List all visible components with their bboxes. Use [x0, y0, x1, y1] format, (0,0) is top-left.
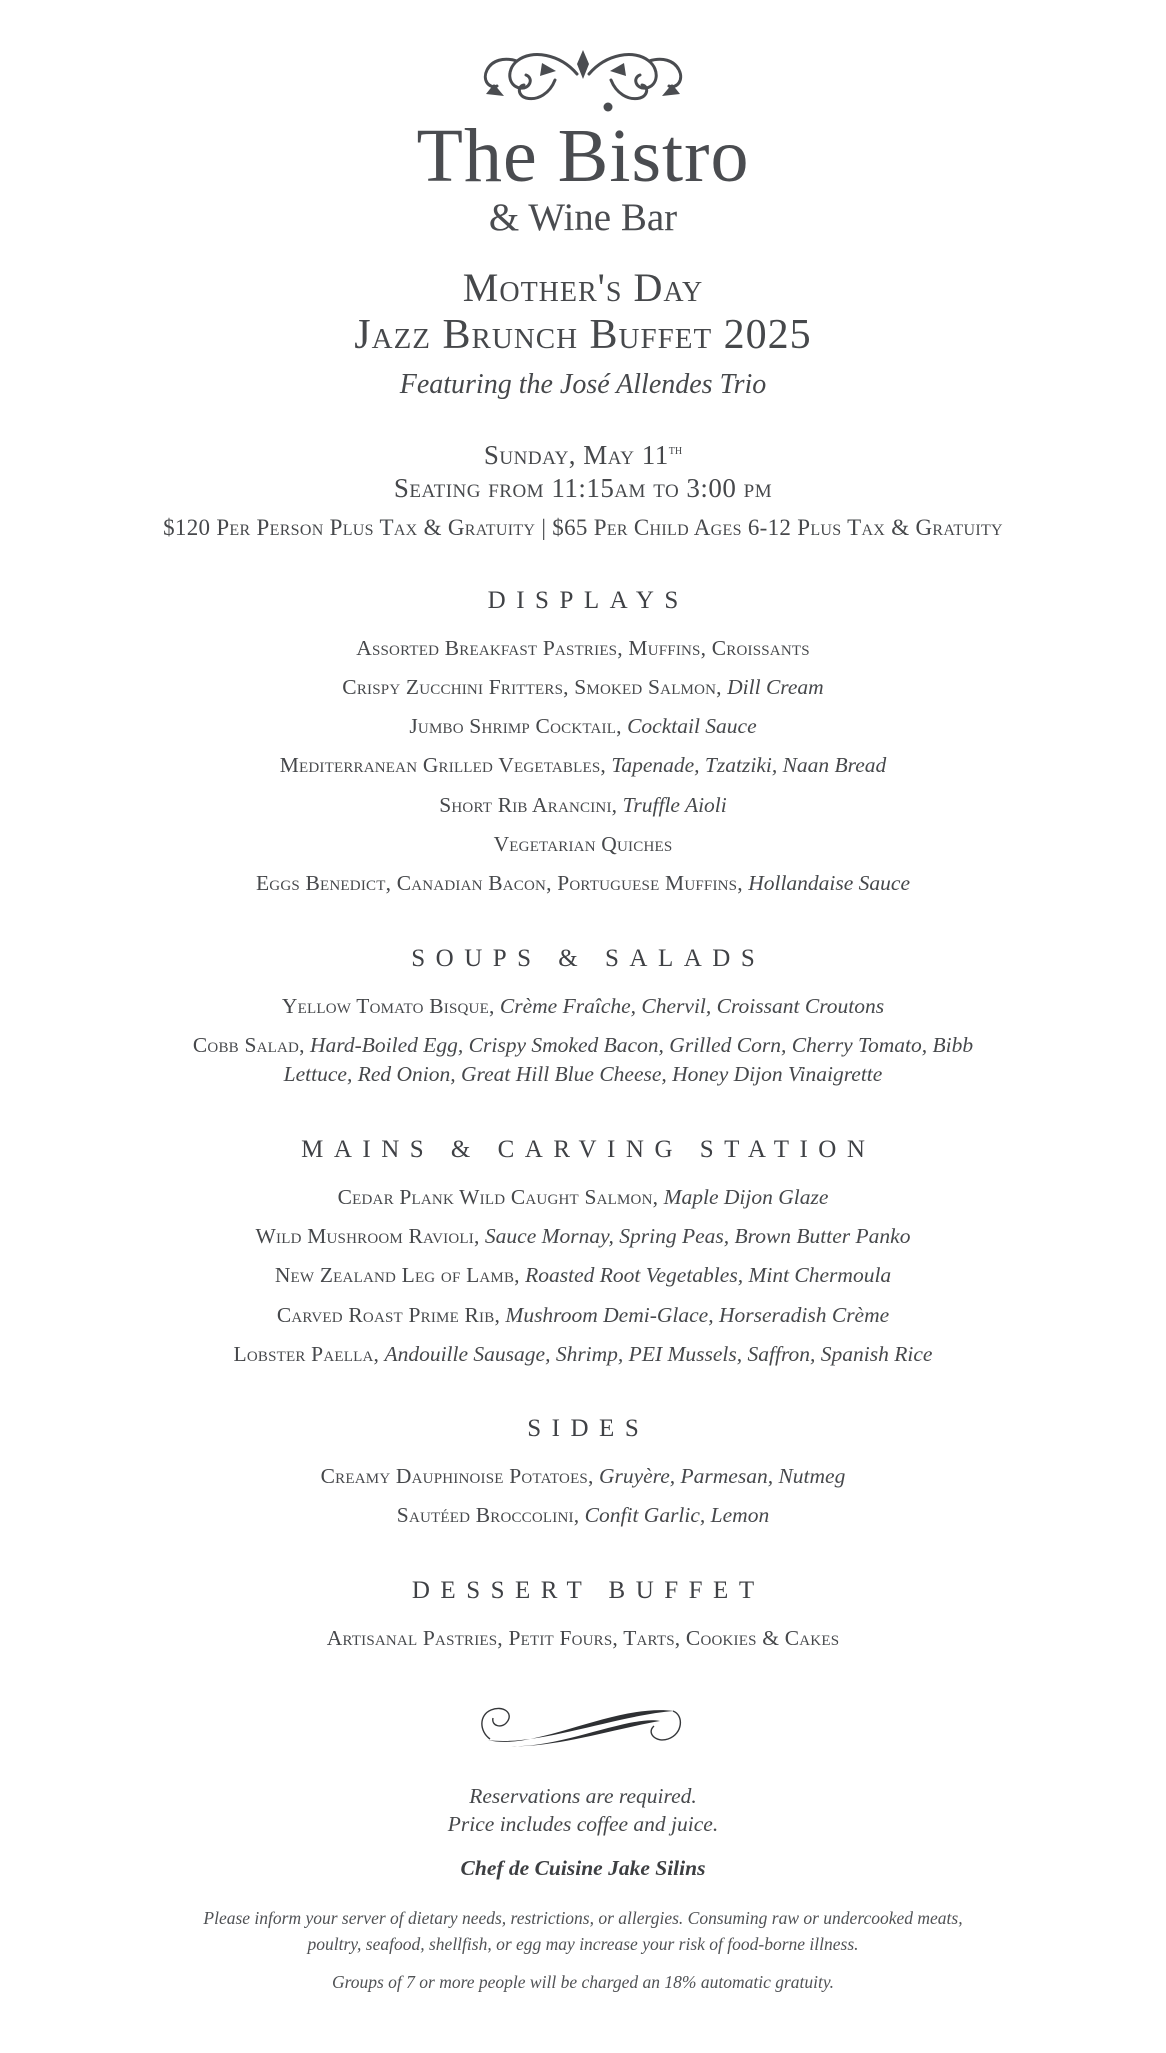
menu-item-name: New Zealand Leg of Lamb, [274, 1263, 520, 1288]
menu-item [178, 791, 988, 821]
menu-item-name: Assorted Breakfast Pastries, Muffins, Croissants [356, 635, 810, 660]
menu-item [178, 1501, 988, 1531]
menu-item [178, 1301, 988, 1331]
menu-item-description: Truffle Aioli [622, 792, 727, 817]
event-title-line2: Jazz Brunch Buffet 2025 [354, 312, 812, 358]
menu-item [178, 712, 988, 742]
pricing-info: $120 Per Person Plus Tax & Gratuity | $65 Per Child Ages 6-12 Plus Tax & Gratuity [163, 514, 1003, 540]
restaurant-name: The Bistro [416, 114, 750, 198]
event-date-main: Sunday, May 11 [483, 440, 669, 471]
menu-item-name: Artisanal Pastries, Petit Fours, Tarts, Cookies & Cakes [326, 1626, 840, 1651]
menu-item-description: Gruyère, Parmesan, Nutmeg [598, 1464, 846, 1489]
menu-item-name: Yellow Tomato Bisque, [281, 993, 495, 1018]
menu-item-name: Eggs Benedict, Canadian Bacon, Portuguese Muffins, [255, 870, 743, 895]
menu-item-name: Wild Mushroom Ravioli, [255, 1224, 480, 1249]
menu-item-description: Crème Fraîche, Chervil, Croissant Croutons [499, 993, 885, 1018]
menu-item-description: Cocktail Sauce [627, 714, 757, 739]
event-title-line1: Mother's Day [462, 265, 704, 310]
menu-item-name: Lobster Paella, [233, 1341, 380, 1366]
menu-item [178, 992, 988, 1022]
menu-item-description: Hollandaise Sauce [748, 870, 911, 895]
calligraphic-swash-icon [476, 1698, 691, 1758]
menu-item [178, 1183, 988, 1213]
menu-item [178, 1340, 988, 1370]
menu-item-description: Dill Cream [727, 675, 824, 700]
section-heading-sides: SIDES [527, 1415, 650, 1443]
menu-item-description: Andouille Sausage, Shrimp, PEI Mussels, Saffron, Spanish Rice [384, 1341, 933, 1366]
menu-item-description: Confit Garlic, Lemon [584, 1503, 770, 1528]
menu-item [178, 1261, 988, 1291]
menu-item-name: Mediterranean Grilled Vegetables, [279, 753, 606, 778]
floral-flourish-icon [458, 48, 708, 116]
menu-item [178, 1222, 988, 1252]
section-heading-mains-carving-station: MAINS & CARVING STATION [301, 1136, 876, 1164]
menu-item-name: Sautéed Broccolini, [396, 1503, 580, 1528]
menu-item-description: Tapenade, Tzatziki, Naan Bread [611, 753, 887, 778]
menu-item [178, 634, 988, 664]
allergy-disclaimer: Please inform your server of dietary needs, restrictions, or allergies. Consuming raw or undercooked meats, poultry, seafood, shellfish, or egg may increase your risk of food-borne illness. [203, 1907, 963, 1954]
menu-item-description: Sauce Mornay, Spring Peas, Brown Butter Panko [484, 1224, 911, 1249]
reservations-note: Reservations are required. [469, 1783, 697, 1808]
menu-item-name: Cedar Plank Wild Caught Salmon, [337, 1185, 659, 1210]
menu-item-name: Crispy Zucchini Fritters, Smoked Salmon, [342, 675, 722, 700]
event-featuring: Featuring the José Allendes Trio [399, 369, 767, 401]
menu-item-name: Cobb Salad, [192, 1032, 305, 1057]
event-date-suffix: th [668, 442, 683, 459]
menu-item [178, 673, 988, 703]
menu-item [178, 1031, 988, 1090]
seating-time: Seating from 11:15am to 3:00 pm [393, 473, 773, 504]
menu-item-name: Creamy Dauphinoise Potatoes, [320, 1464, 594, 1489]
section-heading-dessert-buffet: DESSERT BUFFET [411, 1577, 765, 1605]
restaurant-subtitle: & Wine Bar [488, 196, 678, 239]
chef-credit: Chef de Cuisine Jake Silins [460, 1855, 706, 1880]
menu-item [178, 1624, 988, 1654]
menu-item-description: Roasted Root Vegetables, Mint Chermoula [525, 1263, 892, 1288]
event-title [0, 267, 1166, 401]
section-heading-soups-salads: SOUPS & SALADS [411, 944, 766, 972]
menu-item [178, 751, 988, 781]
section-heading-displays: DISPLAYS [487, 586, 689, 614]
menu-item [178, 1462, 988, 1492]
menu-sections [0, 587, 1166, 1654]
menu-item-name: Jumbo Shrimp Cocktail, [409, 714, 622, 739]
menu-item-description: Maple Dijon Glaze [663, 1185, 829, 1210]
menu-item-name: Vegetarian Quiches [493, 831, 673, 856]
menu-item [178, 869, 988, 899]
menu-item-name: Short Rib Arancini, [439, 792, 618, 817]
menu-item-description: Hard-Boiled Egg, Crispy Smoked Bacon, Grilled Corn, Cherry Tomato, Bibb Lettuce, Red Onion, Great Hill Blue Cheese, Honey Dijon Vinaigrette [283, 1032, 974, 1087]
menu-item-name: Carved Roast Prime Rib, [276, 1302, 501, 1327]
menu-item-description: Mushroom Demi-Glace, Horseradish Crème [505, 1302, 890, 1327]
menu-item [178, 830, 988, 860]
gratuity-note: Groups of 7 or more people will be charged an 18% automatic gratuity. [331, 1972, 835, 1993]
event-details [0, 439, 1166, 541]
event-date [0, 439, 1166, 472]
price-includes-note: Price includes coffee and juice. [447, 1812, 719, 1837]
